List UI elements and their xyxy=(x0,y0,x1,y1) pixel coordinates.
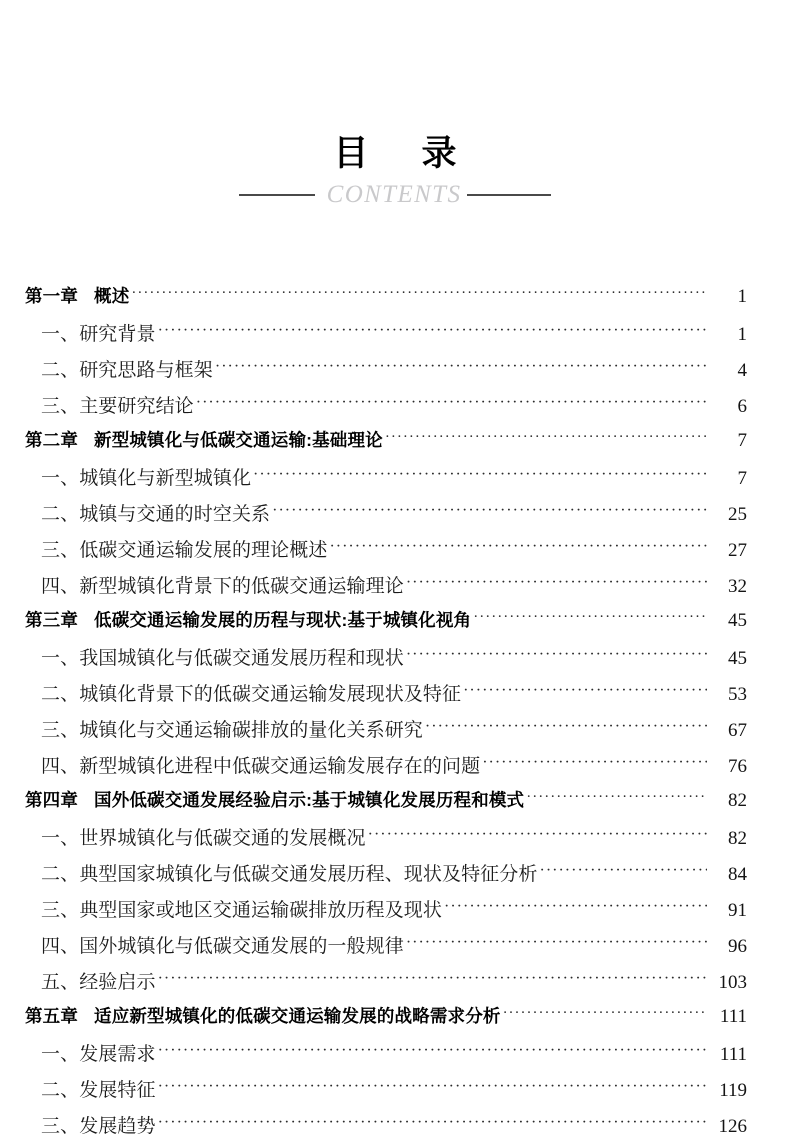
toc-section-label xyxy=(41,499,270,526)
contents-subtitle: CONTENTS xyxy=(326,181,462,208)
contents-subtitle-row xyxy=(0,182,790,208)
leader-dots xyxy=(196,396,707,412)
toc-section-label xyxy=(41,751,480,778)
decorative-rule-right xyxy=(467,194,551,196)
toc-page-number: 53 xyxy=(728,684,747,705)
toc-page-number: 111 xyxy=(719,1044,747,1065)
toc-entry-text: 二、发展特征 xyxy=(41,1080,156,1101)
toc-page-number: 45 xyxy=(728,648,747,669)
toc-entry-text: 三、典型国家或地区交通运输碳排放历程及现状 xyxy=(41,900,442,921)
leader-dots xyxy=(158,324,707,340)
toc-section-row[interactable] xyxy=(25,1075,747,1111)
toc-section-label xyxy=(41,895,442,922)
toc-entry-text: 三、主要研究结论 xyxy=(41,396,194,417)
toc-entry-text: 二、研究思路与框架 xyxy=(41,360,213,381)
toc-chapter-row[interactable] xyxy=(25,607,747,643)
toc-section-row[interactable] xyxy=(25,751,747,787)
page-title: 目 录 xyxy=(333,134,479,173)
toc-section-row[interactable] xyxy=(25,859,747,895)
toc-page-number: 91 xyxy=(728,900,747,921)
leader-dots xyxy=(385,430,707,446)
masthead xyxy=(0,132,790,208)
toc-section-label xyxy=(41,535,327,562)
toc-entry-text: 三、低碳交通运输发展的理论概述 xyxy=(41,540,328,561)
toc-section-row[interactable] xyxy=(25,319,747,355)
toc-chapter-label xyxy=(25,283,129,308)
toc-page-number: 25 xyxy=(728,504,747,525)
toc-entry-text: 一、城镇化与新型城镇化 xyxy=(41,468,252,489)
toc-entry-text: 一、我国城镇化与低碳交通发展历程和现状 xyxy=(41,648,404,669)
toc-entry-text: 四、新型城镇化背景下的低碳交通运输理论 xyxy=(41,576,404,597)
leader-dots xyxy=(463,684,707,700)
toc-section-label xyxy=(41,463,251,490)
toc-entry-text: 三、城镇化与交通运输碳排放的量化关系研究 xyxy=(41,720,423,741)
toc-page-number: 111 xyxy=(719,1006,747,1027)
leader-dots xyxy=(539,864,707,880)
leader-dots xyxy=(158,1044,707,1060)
toc-page-number: 7 xyxy=(737,430,747,451)
toc-chapter-row[interactable] xyxy=(25,1003,747,1039)
toc-page-number: 119 xyxy=(719,1080,747,1101)
toc-page-number: 82 xyxy=(728,828,747,849)
toc-section-label xyxy=(41,571,404,598)
toc-entry-text: 五、经验启示 xyxy=(41,972,156,993)
leader-dots xyxy=(158,1080,707,1096)
toc-entry-text: 国外低碳交通发展经验启示:基于城镇化发展历程和模式 xyxy=(94,790,525,810)
toc-page-number: 7 xyxy=(737,468,747,489)
toc-chapter-row[interactable] xyxy=(25,427,747,463)
toc-section-label xyxy=(41,967,156,994)
leader-dots xyxy=(253,468,707,484)
toc-entry-text: 适应新型城镇化的低碳交通运输发展的战略需求分析 xyxy=(94,1006,501,1026)
leader-dots xyxy=(444,900,707,916)
toc-page-number: 32 xyxy=(728,576,747,597)
toc-entry-text: 概述 xyxy=(94,286,130,306)
toc-page-number: 103 xyxy=(718,972,747,993)
toc-page-number: 4 xyxy=(737,360,747,381)
toc-chapter-number: 第四章 xyxy=(25,790,79,810)
toc-section-label xyxy=(41,715,423,742)
leader-dots xyxy=(425,720,707,736)
toc-chapter-row[interactable] xyxy=(25,283,747,319)
toc-chapter-row[interactable] xyxy=(25,787,747,823)
toc-entry-text: 一、发展需求 xyxy=(41,1044,156,1065)
toc-section-row[interactable] xyxy=(25,895,747,931)
toc-entry-text: 一、世界城镇化与低碳交通的发展概况 xyxy=(41,828,366,849)
toc-entry-text: 二、城镇与交通的时空关系 xyxy=(41,504,271,525)
leader-dots xyxy=(368,828,707,844)
toc-section-row[interactable] xyxy=(25,499,747,535)
toc-section-label xyxy=(41,1111,156,1138)
toc-entry-text: 二、典型国家城镇化与低碳交通发展历程、现状及特征分析 xyxy=(41,864,538,885)
toc-section-row[interactable] xyxy=(25,823,747,859)
toc-page-number: 76 xyxy=(728,756,747,777)
toc-page-number: 67 xyxy=(728,720,747,741)
toc-page-number: 126 xyxy=(718,1116,747,1137)
leader-dots xyxy=(215,360,707,376)
toc-section-label xyxy=(41,1075,156,1102)
toc-entry-text: 新型城镇化与低碳交通运输:基础理论 xyxy=(94,430,383,450)
toc-section-label xyxy=(41,931,404,958)
toc-section-row[interactable] xyxy=(25,391,747,427)
toc-chapter-label xyxy=(25,787,524,812)
toc-page-number: 84 xyxy=(728,864,747,885)
toc-page-number: 96 xyxy=(728,936,747,957)
toc-chapter-label xyxy=(25,1003,501,1028)
toc-entry-text: 四、国外城镇化与低碳交通发展的一般规律 xyxy=(41,936,404,957)
toc-chapter-number: 第五章 xyxy=(25,1006,79,1026)
toc-section-label xyxy=(41,859,537,886)
toc-chapter-label xyxy=(25,607,471,632)
toc-section-row[interactable] xyxy=(25,643,747,679)
toc-entry-text: 四、新型城镇化进程中低碳交通运输发展存在的问题 xyxy=(41,756,481,777)
leader-dots xyxy=(406,576,707,592)
leader-dots xyxy=(131,286,707,302)
toc-section-label xyxy=(41,643,404,670)
leader-dots xyxy=(503,1006,707,1022)
toc-entry-text: 一、研究背景 xyxy=(41,324,156,345)
toc-chapter-number: 第一章 xyxy=(25,286,79,306)
toc-section-row[interactable] xyxy=(25,535,747,571)
toc-section-row[interactable] xyxy=(25,355,747,391)
toc-entry-text: 二、城镇化背景下的低碳交通运输发展现状及特征 xyxy=(41,684,462,705)
toc-section-row[interactable] xyxy=(25,1039,747,1075)
toc-section-label xyxy=(41,823,366,850)
leader-dots xyxy=(526,790,707,806)
toc-entry-text: 低碳交通运输发展的历程与现状:基于城镇化视角 xyxy=(94,610,472,630)
toc-chapter-number: 第二章 xyxy=(25,430,79,450)
toc-section-row[interactable] xyxy=(25,931,747,967)
toc-chapter-number: 第三章 xyxy=(25,610,79,630)
toc-page-number: 1 xyxy=(737,324,747,345)
toc-section-row[interactable] xyxy=(25,571,747,607)
toc-page-number: 45 xyxy=(728,610,747,631)
toc-section-row[interactable] xyxy=(25,715,747,751)
toc-section-label xyxy=(41,1039,156,1066)
toc-entry-text: 三、发展趋势 xyxy=(41,1116,156,1137)
leader-dots xyxy=(329,540,707,556)
toc-section-label xyxy=(41,679,461,706)
toc-section-label xyxy=(41,319,156,346)
toc-section-row[interactable] xyxy=(25,1111,747,1147)
leader-dots xyxy=(158,972,707,988)
leader-dots xyxy=(406,648,707,664)
toc-page-number: 27 xyxy=(728,540,747,561)
toc-list xyxy=(25,283,747,1147)
toc-section-row[interactable] xyxy=(25,463,747,499)
toc-page-number: 1 xyxy=(737,286,747,307)
toc-chapter-label xyxy=(25,427,383,452)
toc-page-number: 6 xyxy=(737,396,747,417)
leader-dots xyxy=(482,756,707,772)
toc-section-label xyxy=(41,355,213,382)
toc-page-number: 82 xyxy=(728,790,747,811)
toc-section-row[interactable] xyxy=(25,967,747,1003)
leader-dots xyxy=(272,504,707,520)
leader-dots xyxy=(406,936,707,952)
decorative-rule-left xyxy=(239,194,315,196)
leader-dots xyxy=(158,1116,707,1132)
toc-section-row[interactable] xyxy=(25,679,747,715)
leader-dots xyxy=(473,610,707,626)
toc-section-label xyxy=(41,391,194,418)
